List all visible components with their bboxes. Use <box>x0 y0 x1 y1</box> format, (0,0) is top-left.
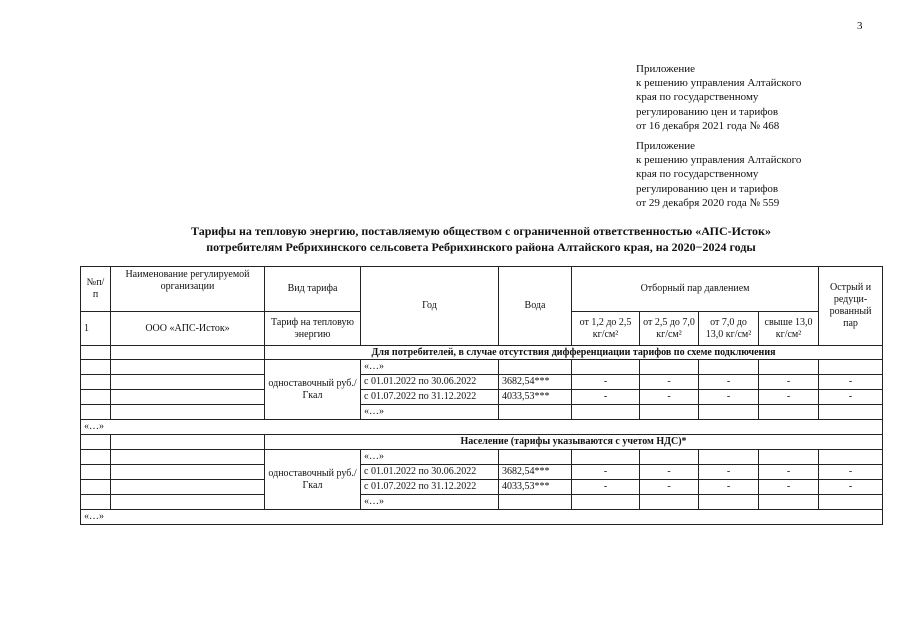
title-line-1: Тарифы на тепловую энергию, поставляемую обществом с ограниченной ответственностью «АПС-Исток» <box>191 224 771 238</box>
table-row <box>81 360 883 375</box>
period-cell: «…» <box>361 360 499 375</box>
value-cell: - <box>699 480 759 495</box>
header-row <box>81 267 883 312</box>
tariff-table <box>80 266 883 525</box>
value-cell: - <box>640 390 699 405</box>
period-cell: «…» <box>361 495 499 510</box>
section-title-row <box>81 435 883 450</box>
table-row <box>81 480 883 495</box>
org-name: ООО «АПС-Исток» <box>111 312 265 346</box>
period-cell: «…» <box>361 450 499 465</box>
header-year: Год <box>361 267 499 346</box>
appendix-line: регулированию цен и тарифов <box>636 182 779 195</box>
header-steam: Отборный пар давлением <box>572 267 819 312</box>
value-cell: - <box>572 375 640 390</box>
water-value: 3682,54*** <box>499 375 572 390</box>
value-cell: - <box>699 465 759 480</box>
header-tariff-type: Вид тарифа <box>265 267 361 312</box>
value-cell: - <box>819 465 883 480</box>
ellipsis-row <box>81 510 883 525</box>
tariff-label: одноставочный руб./Гкал <box>265 450 361 510</box>
period-cell: с 01.07.2022 по 31.12.2022 <box>361 480 499 495</box>
appendix-line: края по государственному <box>636 91 759 104</box>
table-row <box>81 375 883 390</box>
period-cell: с 01.01.2022 по 30.06.2022 <box>361 375 499 390</box>
value-cell: - <box>759 480 819 495</box>
appendix-line: регулированию цен и тарифов <box>636 105 779 118</box>
value-cell: - <box>819 375 883 390</box>
appendix-line: от 16 декабря 2021 года № 468 <box>636 119 780 132</box>
value-cell: - <box>640 375 699 390</box>
header-num: №п/п <box>81 267 111 312</box>
document-title <box>80 224 882 255</box>
org-tariff-type: Тариф на тепловую энергию <box>265 312 361 346</box>
header-steam-2: от 2,5 до 7,0 кг/см² <box>640 312 699 346</box>
appendix-line: Приложение <box>636 63 696 75</box>
value-cell: - <box>640 480 699 495</box>
tariff-label: одноставочный руб./Гкал <box>265 360 361 420</box>
period-cell: «…» <box>361 405 499 420</box>
value-cell: - <box>640 465 699 480</box>
value-cell: - <box>759 390 819 405</box>
header-water: Вода <box>499 267 572 346</box>
table-row <box>81 390 883 405</box>
period-cell: с 01.01.2022 по 30.06.2022 <box>361 465 499 480</box>
appendix-line: к решению управления Алтайского <box>636 77 802 90</box>
table-row <box>81 465 883 480</box>
value-cell: - <box>759 465 819 480</box>
header-steam-1: от 1,2 до 2,5 кг/см² <box>572 312 640 346</box>
appendix-line: к решению управления Алтайского <box>636 154 802 167</box>
table-row <box>81 405 883 420</box>
value-cell: - <box>572 390 640 405</box>
value-cell: - <box>759 375 819 390</box>
water-value: 3682,54*** <box>499 465 572 480</box>
value-cell: - <box>699 390 759 405</box>
value-cell: - <box>572 465 640 480</box>
ellipsis-cell: «…» <box>81 420 883 435</box>
ellipsis-row <box>81 420 883 435</box>
water-value: 4033,53*** <box>499 480 572 495</box>
appendix-line: края по государственному <box>636 168 759 181</box>
table-row <box>81 495 883 510</box>
ellipsis-cell: «…» <box>81 510 883 525</box>
value-cell: - <box>572 480 640 495</box>
header-org-name: Наименование регулируемой организации <box>111 267 265 312</box>
value-cell: - <box>699 375 759 390</box>
appendix-note-2020 <box>636 139 801 210</box>
header-sharp-steam: Острый и редуци-рованный пар <box>819 267 883 346</box>
page-number: 3 <box>857 20 863 32</box>
appendix-note-2021 <box>636 62 801 133</box>
appendix-line: Приложение <box>636 140 696 152</box>
appendix-line: от 29 декабря 2020 года № 559 <box>636 196 780 209</box>
section-title: Для потребителей, в случае отсутствия дифференциации тарифов по схеме подключения <box>265 346 883 360</box>
header-steam-3: от 7,0 до 13,0 кг/см² <box>699 312 759 346</box>
water-value: 4033,53*** <box>499 390 572 405</box>
header-steam-4: свыше 13,0 кг/см² <box>759 312 819 346</box>
value-cell: - <box>819 480 883 495</box>
org-num: 1 <box>81 312 111 346</box>
table-row <box>81 450 883 465</box>
section-title: Население (тарифы указываются с учетом НДС)* <box>265 435 883 450</box>
period-cell: с 01.07.2022 по 31.12.2022 <box>361 390 499 405</box>
value-cell: - <box>819 390 883 405</box>
title-line-2: потребителям Ребрихинского сельсовета Ребрихинского района Алтайского края, на 2020−2024 годы <box>206 239 756 254</box>
section-title-row <box>81 346 883 360</box>
